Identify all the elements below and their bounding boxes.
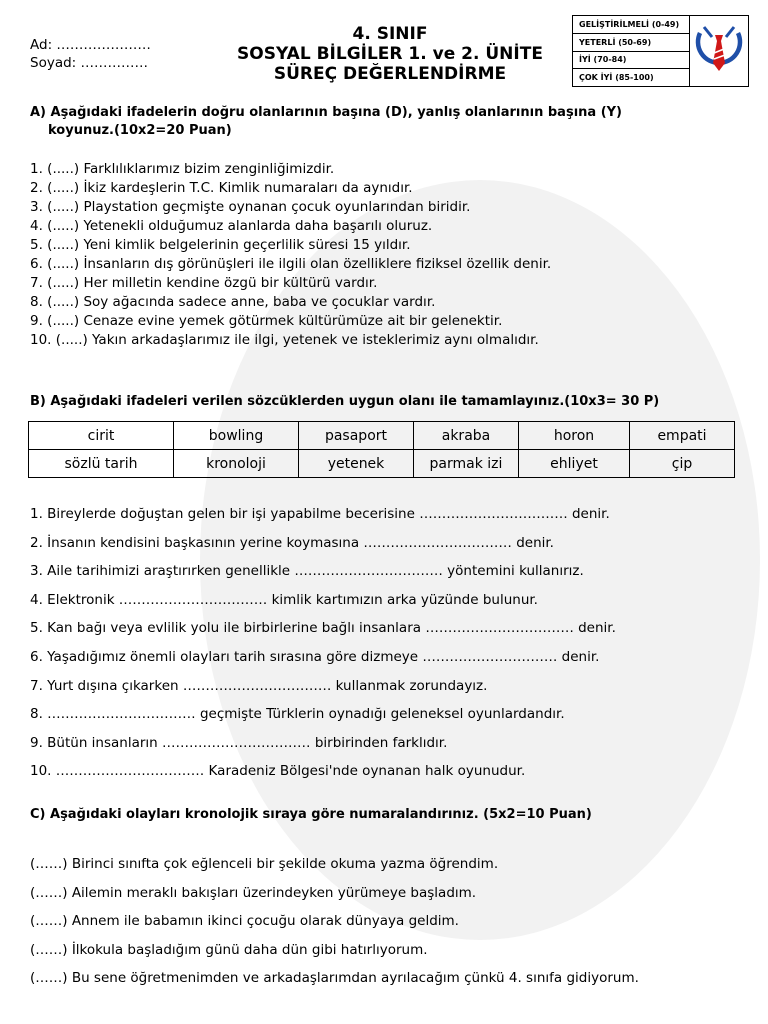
chronology-item[interactable]: (……) Annem ile babamın ikinci çocuğu olarak dünyaya geldim. bbox=[30, 913, 459, 929]
true-false-item[interactable]: 5. (.....) Yeni kimlik belgelerinin geçerlilik süresi 15 yıldır. bbox=[30, 237, 411, 253]
grade-scale-item: YETERLİ (50-69) bbox=[573, 33, 690, 51]
page-title bbox=[200, 24, 580, 84]
fill-blank-item[interactable]: 10. …………………………… Karadeniz Bölgesi'nde oynanan halk oyunudur. bbox=[30, 763, 526, 780]
grade-scale-item: ÇOK İYİ (85-100) bbox=[573, 69, 690, 87]
true-false-item[interactable]: 2. (.....) İkiz kardeşlerin T.C. Kimlik numaraları da aynıdır. bbox=[30, 180, 413, 196]
fill-blank-item[interactable]: 3. Aile tarihimizi araştırırken genellikle …………………………… yöntemini kullanırız. bbox=[30, 563, 584, 580]
fill-blank-item[interactable]: 2. İnsanın kendisini başkasının yerine koymasına …………………………… denir. bbox=[30, 534, 554, 551]
word-bank-cell: horon bbox=[519, 422, 630, 450]
fill-blank-item[interactable]: 8. …………………………… geçmişte Türklerin oynadığı geleneksel oyunlardandır. bbox=[30, 706, 565, 723]
true-false-item[interactable]: 10. (.....) Yakın arkadaşlarımız ile ilgi, yetenek ve isteklerimiz aynı olmalıdır. bbox=[30, 332, 539, 348]
chronology-item[interactable]: (……) İlkokula başladığım günü daha dün gibi hatırlıyorum. bbox=[30, 941, 428, 958]
chronology-item[interactable]: (……) Ailemin meraklı bakışları üzerindeyken yürümeye başladım. bbox=[30, 884, 477, 901]
section-a-heading bbox=[30, 104, 730, 140]
section-a-list bbox=[30, 160, 551, 350]
section-c-heading: C) Aşağıdaki olayları kronolojik sıraya göre numaralandırınız. (5x2=10 Puan) bbox=[30, 807, 592, 822]
word-bank-cell: pasaport bbox=[299, 422, 414, 450]
name-field[interactable]: Ad: ………………… bbox=[30, 37, 151, 53]
title-subject: SOSYAL BİLGİLER 1. ve 2. ÜNİTE bbox=[237, 44, 543, 64]
fill-blank-item[interactable]: 9. Bütün insanların …………………………… birbirinden farklıdır. bbox=[30, 734, 448, 751]
section-b-list bbox=[30, 500, 616, 786]
section-a-heading-line: A) Aşağıdaki ifadelerin doğru olanlarının başına (D), yanlış olanlarının başına (Y) bbox=[30, 105, 622, 120]
chronology-item[interactable]: (……) Bu sene öğretmenimden ve arkadaşlarımdan ayrılacağım çünkü 4. sınıfa gidiyorum. bbox=[30, 970, 639, 986]
word-bank-cell: cirit bbox=[29, 422, 174, 450]
word-bank-cell: kronoloji bbox=[174, 450, 299, 478]
tie-logo-icon bbox=[690, 16, 748, 86]
surname-field[interactable]: Soyad: …………… bbox=[30, 55, 148, 71]
logo-cell bbox=[690, 16, 749, 87]
word-bank-cell: çip bbox=[630, 450, 735, 478]
section-a-heading-line: koyunuz.(10x2=20 Puan) bbox=[48, 123, 232, 138]
fill-blank-item[interactable]: 5. Kan bağı veya evlilik yolu ile birbirlerine bağlı insanlara …………………………… denir. bbox=[30, 620, 616, 637]
title-grade: 4. SINIF bbox=[352, 24, 428, 44]
grade-scale-item: GELİŞTİRİLMELİ (0-49) bbox=[573, 16, 690, 34]
fill-blank-item[interactable]: 1. Bireylerde doğuştan gelen bir işi yapabilme becerisine …………………………… denir. bbox=[30, 506, 610, 522]
true-false-item[interactable]: 7. (.....) Her milletin kendine özgü bir kültürü vardır. bbox=[30, 275, 378, 291]
word-bank-cell: ehliyet bbox=[519, 450, 630, 478]
chronology-item[interactable]: (……) Birinci sınıfta çok eğlenceli bir şekilde okuma yazma öğrendim. bbox=[30, 856, 499, 872]
true-false-item[interactable]: 6. (.....) İnsanların dış görünüşleri ile ilgili olan özelliklere fiziksel özellik denir. bbox=[30, 256, 552, 272]
fill-blank-item[interactable]: 6. Yaşadığımız önemli olayları tarih sırasına göre dizmeye ………………………… denir. bbox=[30, 648, 600, 665]
word-bank-cell: parmak izi bbox=[414, 450, 519, 478]
grade-scale-item: İYİ (70-84) bbox=[573, 51, 690, 69]
word-bank-cell: yetenek bbox=[299, 450, 414, 478]
true-false-item[interactable]: 4. (.....) Yetenekli olduğumuz alanlarda daha başarılı oluruz. bbox=[30, 218, 433, 234]
section-c-list bbox=[30, 850, 639, 993]
word-bank-cell: empati bbox=[630, 422, 735, 450]
word-bank-cell: akraba bbox=[414, 422, 519, 450]
grade-scale-table bbox=[572, 15, 749, 87]
true-false-item[interactable]: 9. (.....) Cenaze evine yemek götürmek kültürümüze ait bir gelenektir. bbox=[30, 313, 503, 329]
section-b-heading: B) Aşağıdaki ifadeleri verilen sözcüklerden uygun olanı ile tamamlayınız.(10x3= 30 P) bbox=[30, 394, 660, 409]
word-bank-cell: sözlü tarih bbox=[29, 450, 174, 478]
true-false-item[interactable]: 8. (.....) Soy ağacında sadece anne, baba ve çocuklar vardır. bbox=[30, 294, 436, 310]
word-bank-table bbox=[28, 421, 735, 478]
true-false-item[interactable]: 3. (.....) Playstation geçmişte oynanan çocuk oyunlarından biridir. bbox=[30, 199, 471, 215]
title-assessment: SÜREÇ DEĞERLENDİRME bbox=[273, 64, 507, 84]
fill-blank-item[interactable]: 7. Yurt dışına çıkarken …………………………… kullanmak zorundayız. bbox=[30, 677, 488, 694]
fill-blank-item[interactable]: 4. Elektronik …………………………… kimlik kartımızın arka yüzünde bulunur. bbox=[30, 591, 538, 608]
word-bank-cell: bowling bbox=[174, 422, 299, 450]
true-false-item[interactable]: 1. (.....) Farklılıklarımız bizim zenginliğimizdir. bbox=[30, 161, 335, 177]
student-info bbox=[30, 36, 151, 72]
